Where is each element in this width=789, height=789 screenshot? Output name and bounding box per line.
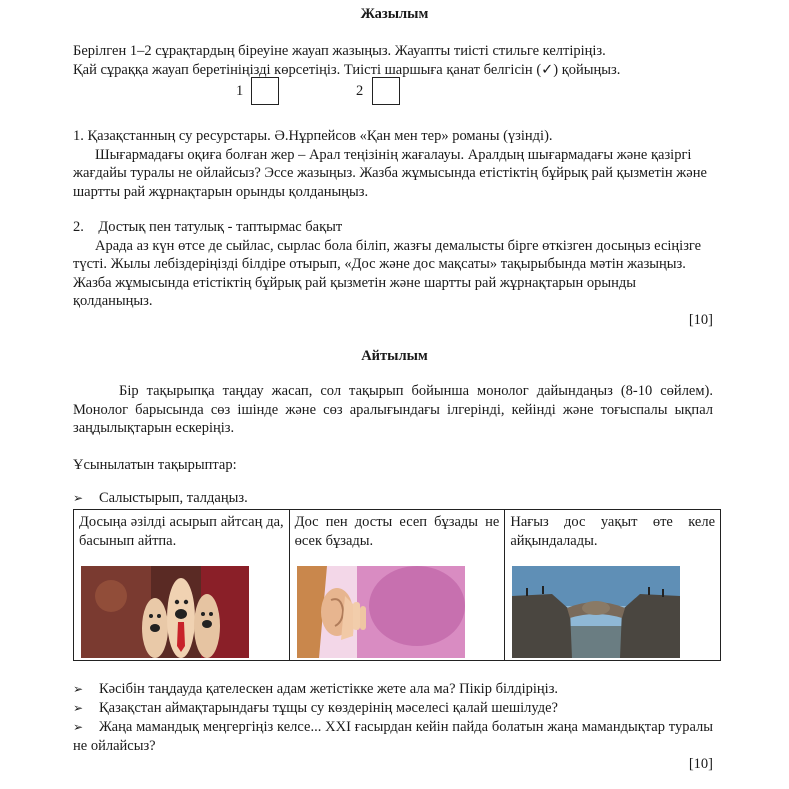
list-item-text: Кәсібін таңдауда қателескен адам жетістікке жете ала ма? Пікір білдіріңіз. xyxy=(99,681,559,697)
topics-label: Ұсынылатын тақырыптар: xyxy=(73,457,237,473)
writing-score: [10] xyxy=(688,312,713,328)
task-2-body: Арада аз күн өтсе де сыйлас, сырлас бола біліп, жазғы демалысты бірге өткізген досыңыз есіңізге түсті. Жылы лебіздеріңізді білдіре отырып, «Дос және дос мақсаты» тақырыбында мәтін жазыңыз. Жазба жұмысында етістіктің бұйрық рай қызметін және шартты рай жұрнақтарын орынды қолданыңыз. xyxy=(73,237,702,309)
table-cell xyxy=(505,510,720,660)
proverb-text: Нағыз дос уақыт өте келе айқындалады. xyxy=(510,514,716,549)
proverbs-table xyxy=(73,509,721,661)
writing-instructions xyxy=(73,42,713,79)
instruction-line-1: Берілген 1–2 сұрақтардың біреуіне жауап жазыңыз. Жауапты тиісті стильге келтіріңіз. xyxy=(73,43,606,59)
choice-2-label: 2 xyxy=(356,83,364,99)
proverb-text: Дос пен досты есеп бұзады не өсек бұзады. xyxy=(294,514,500,549)
laughing-fingers-picture xyxy=(81,566,249,658)
list-item xyxy=(73,680,713,699)
arrow-bullet-icon: ➢ xyxy=(73,720,84,734)
arrow-bullet-icon: ➢ xyxy=(73,701,84,715)
task-2-heading: 2. Достық пен татулық - таптырмас бақыт xyxy=(73,219,343,235)
compare-item xyxy=(73,489,713,508)
whispering-ear-picture xyxy=(297,566,465,658)
table-cell xyxy=(74,510,290,660)
writing-title: Жазылым xyxy=(360,6,429,22)
list-item xyxy=(73,699,713,718)
speaking-title: Айтылым xyxy=(361,348,428,364)
task-1 xyxy=(73,127,713,201)
instruction-line-2: Қай сұраққа жауап беретініңізді көрсетіңіз. Тиісті шаршыға қанат белгісін (✓) қойыңыз. xyxy=(73,61,621,78)
choice-1-label: 1 xyxy=(236,83,244,99)
task-1-body: Шығармадағы оқиға болған жер – Арал теңізінің жағалауы. Аралдың шығармадағы және қазіргі жағдайы туралы не ойлайсыз? Эссе жазыңыз. Жазба жұмысында етістіктің бұйрық рай қызметін және шартты рай жұрнақтарын орынды қолданыңыз. xyxy=(73,146,707,200)
task-2 xyxy=(73,218,713,311)
arrow-bullet-icon: ➢ xyxy=(73,491,84,505)
task-1-heading: 1. Қазақстанның су ресурстары. Ә.Нұрпейсов «Қан мен тер» романы (үзінді). xyxy=(73,128,553,144)
choice-1-checkbox[interactable] xyxy=(251,77,279,105)
choice-2-checkbox[interactable] xyxy=(372,77,400,105)
speaking-intro: Бір тақырыпқа таңдау жасап, сол тақырып бойынша монолог дайындаңыз (8-10 сөйлем). Монолог барысында сөз ішінде және сөз аралығындағы ілгерінді, кейінді және тоғыспалы ықпал заңдылықтарын ескеріңіз. xyxy=(73,383,713,436)
handshake-bridge-picture xyxy=(512,566,680,658)
list-item xyxy=(73,718,713,755)
speaking-score: [10] xyxy=(688,756,713,772)
compare-item-text: Салыстырып, талдаңыз. xyxy=(99,490,248,506)
list-item-text: Жаңа мамандық меңгергіңіз келсе... XXI ғасырдан кейін пайда болатын жаңа мамандықтар туралы не ойлайсыз? xyxy=(73,719,713,754)
arrow-bullet-icon: ➢ xyxy=(73,682,84,696)
table-cell xyxy=(290,510,506,660)
list-item-text: Қазақстан аймақтарындағы тұщы су көздерінің мәселесі қалай шешілуде? xyxy=(99,700,558,716)
proverb-text: Досыңа әзілді асырып айтсаң да, басынып айтпа. xyxy=(79,514,284,549)
